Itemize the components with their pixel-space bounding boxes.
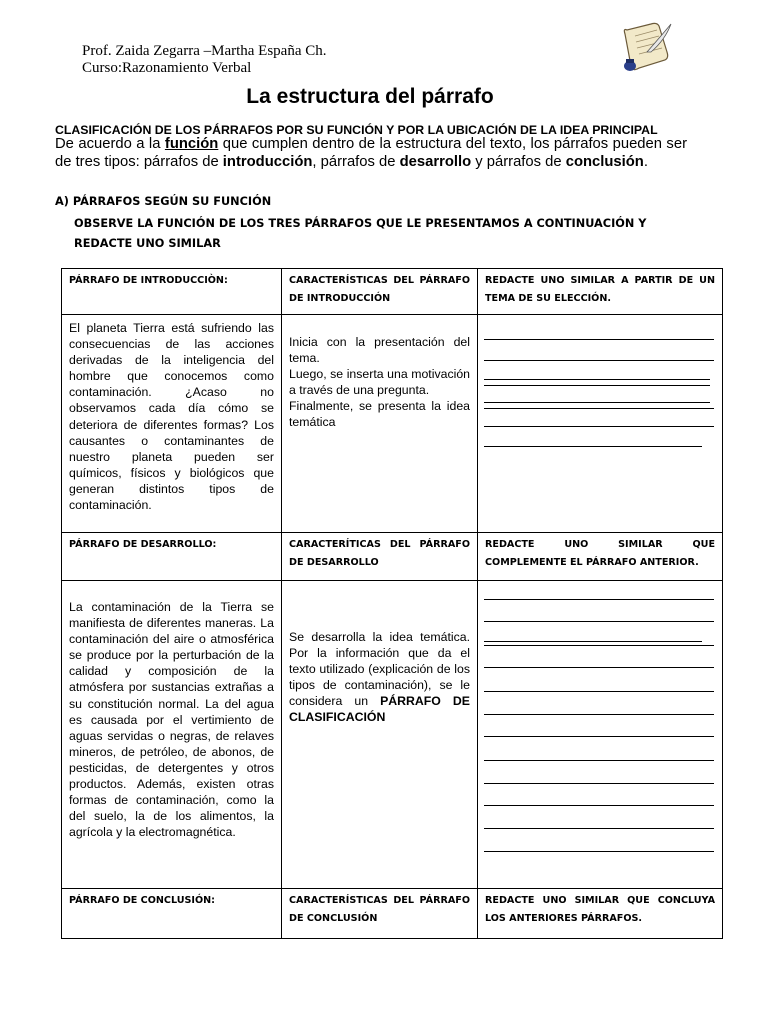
conc-header: PÁRRAFO DE CONCLUSIÓN: xyxy=(62,889,282,939)
author-line: Prof. Zaida Zegarra –Martha España Ch. xyxy=(82,43,327,59)
section-a-heading: A) PÁRRAFOS SEGÚN SU FUNCIÓN xyxy=(55,195,272,208)
function-term: función xyxy=(164,136,219,152)
intro-writing-lines[interactable] xyxy=(478,315,723,533)
course-line: Curso:Razonamiento Verbal xyxy=(82,60,252,76)
conc-char-header: CARACTERÍSTICAS DEL PÁRRAFO DE CONCLUSIÓN xyxy=(282,889,478,939)
intro-write-header: REDACTE UNO SIMILAR A PARTIR DE UN TEMA DE SU ELECCIÓN. xyxy=(478,269,723,315)
introduction-term: introducción xyxy=(222,154,313,170)
intro-char-text: Inicia con la presentación del tema. Luego, se inserta una motivación a través de una pregunta. Finalmente, se presenta la idea temática xyxy=(282,315,478,533)
intro-char-header: CARACTERÍSTICAS DEL PÁRRAFO DE INTRODUCCIÓN xyxy=(282,269,478,315)
conclusion-term: conclusión xyxy=(565,154,644,170)
conc-write-header: REDACTE UNO SIMILAR QUE CONCLUYA LOS ANTERIORES PÁRRAFOS. xyxy=(478,889,723,939)
intro-text: El planeta Tierra está sufriendo las consecuencias de las acciones derivadas de la inteligencia del hombre que conocemos como contaminación. ¿Acaso no observamos cada día cómo se deteriora de diferentes formas? Los causantes o contaminantes de nuestro planeta pueden ser químicos, físicos y biológicos que generan distintos tipos de contaminación. xyxy=(62,315,282,533)
dev-char-header: CARACTERÍTICAS DEL PÁRRAFO DE DESARROLLO xyxy=(282,533,478,581)
dev-text: La contaminación de la Tierra se manifiesta de diferentes maneras. La contaminación del aire o atmosférica se produce por la perturbación de la calidad y composición de la atmósfera por sustancias extrañas a su constitución normal. La del agua es causada por el vertimiento de aguas servidas o negras, de relaves mineros, de petróleo, de abonos, de pesticidas, de detergentes y otros productos. Además, existen otras formas de contaminación, como la del suelo, la de los alimentos, la agrícola y la electromagnética. xyxy=(62,581,282,889)
dev-header: PÁRRAFO DE DESARROLLO: xyxy=(62,533,282,581)
dev-write-header: REDACTE UNO SIMILAR QUE COMPLEMENTE EL PÁRRAFO ANTERIOR. xyxy=(478,533,723,581)
page-title: La estructura del párrafo xyxy=(246,85,494,108)
instruction-text: OBSERVE LA FUNCIÓN DE LOS TRES PÁRRAFOS QUE LE PRESENTAMOS A CONTINUACIÓN Y REDACTE UNO SIMILAR xyxy=(74,217,647,250)
classification-heading: CLASIFICACIÓN DE LOS PÁRRAFOS POR SU FUNCIÓN Y POR LA UBICACIÓN DE LA IDEA PRINCIPAL xyxy=(55,123,658,137)
scroll-quill-icon xyxy=(617,22,673,74)
classification-label: PÁRRAFO DE CLASIFICACIÓN xyxy=(289,694,470,725)
paragraph-table xyxy=(61,268,723,939)
intro-header: PÁRRAFO DE INTRODUCCIÒN: xyxy=(62,269,282,315)
intro-paragraph: De acuerdo a la función que cumplen dentro de la estructura del texto, los párrafos pueden ser de tres tipos: párrafos de introducción, párrafos de desarrollo y párrafos de conclusión. xyxy=(55,136,687,170)
dev-writing-lines[interactable] xyxy=(478,581,723,889)
dev-char-text: Se desarrolla la idea temática. Por la información que da el texto utilizado (explicación de los tipos de contaminación), se le considera un PÁRRAFO DE CLASIFICACIÓN xyxy=(282,581,478,889)
development-term: desarrollo xyxy=(399,154,472,170)
